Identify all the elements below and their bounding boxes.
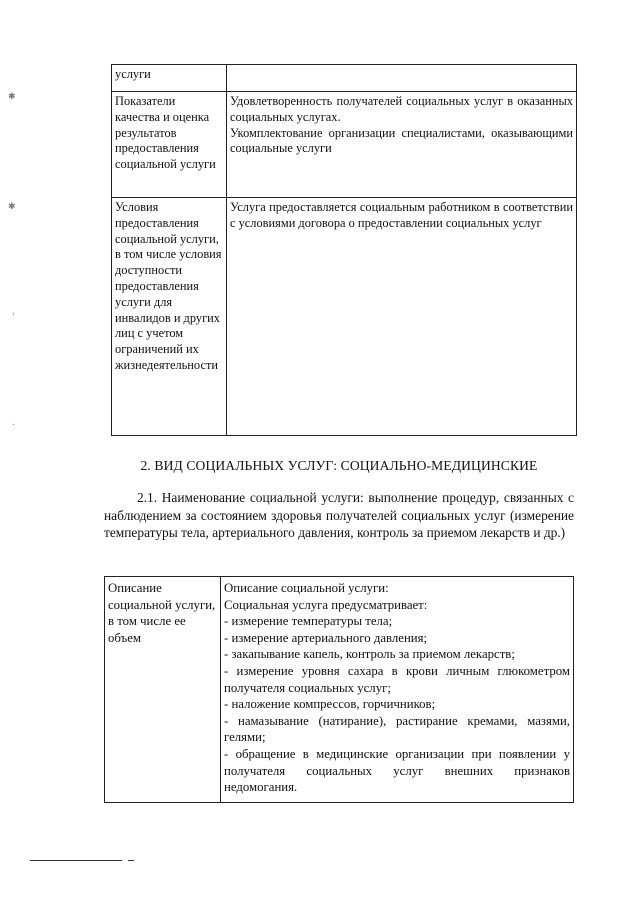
list-item: - измерение артериального давления; — [224, 630, 428, 645]
scan-speck: ✱ — [8, 202, 16, 212]
list-item: - закапывание капель, контроль за приемом лекарств; — [224, 647, 515, 662]
list-item: - измерение уровня сахара в крови личным глюкометром получателя социальных услуг; — [224, 663, 570, 695]
content-paragraph: Удовлетворенность получателей социальных услуг в оказанных социальных услугах. — [230, 94, 573, 124]
row-label: Описание социальной услуги, в том числе ее объем — [105, 577, 221, 803]
row-content-empty — [227, 65, 577, 92]
service-table-continued — [111, 64, 577, 436]
list-item: Социальная услуга предусматривает: — [224, 597, 428, 612]
footnote-separator-dash — [128, 860, 134, 861]
list-item: - обращение в медицинские организации при появлении у получателя социальных услуг внешних признаков недомогания. — [224, 746, 570, 795]
content-paragraph: Укомплектование организации специалистами, оказывающими социальные услуги — [230, 125, 573, 156]
list-item: - намазывание (натирание), растирание кремами, мазями, гелями; — [224, 713, 570, 745]
service-description-table — [104, 576, 574, 803]
table-row — [105, 577, 574, 803]
list-item: - измерение температуры тела; — [224, 614, 393, 629]
row-label: услуги — [112, 65, 227, 92]
table-row — [112, 92, 577, 198]
content-paragraph: Услуга предоставляется социальным работником в соответствии с условиями договора о предоставлении социальных услуг — [230, 200, 573, 230]
scan-speck: ' — [12, 312, 15, 322]
row-content — [227, 198, 577, 436]
list-item: - наложение компрессов, горчичников; — [224, 697, 436, 712]
table-row — [112, 65, 577, 92]
table-row — [112, 198, 577, 436]
footnote-separator — [30, 860, 122, 861]
service-name-paragraph: 2.1. Наименование социальной услуги: выполнение процедур, связанных с наблюдением за состоянием здоровья получателей социальных услуг (измерение температуры тела, артериального давления, контроль за приемом лекарств и др.) — [104, 490, 574, 541]
scan-speck: ✱ — [8, 92, 16, 102]
list-item: Описание социальной услуги: — [224, 581, 389, 595]
row-content — [221, 577, 574, 803]
scan-speck: . — [12, 418, 15, 428]
row-label: Условия предоставления социальной услуги, в том числе условия доступности предоставления услуги для инвалидов и других лиц с учетом ограничений их жизнедеятельности — [112, 198, 227, 436]
section-heading: 2. ВИД СОЦИАЛЬНЫХ УСЛУГ: СОЦИАЛЬНО-МЕДИЦИНСКИЕ — [140, 458, 538, 473]
row-label: Показатели качества и оценка результатов предоставления социальной услуги — [112, 92, 227, 198]
row-content — [227, 92, 577, 198]
service-items-list — [224, 580, 570, 796]
